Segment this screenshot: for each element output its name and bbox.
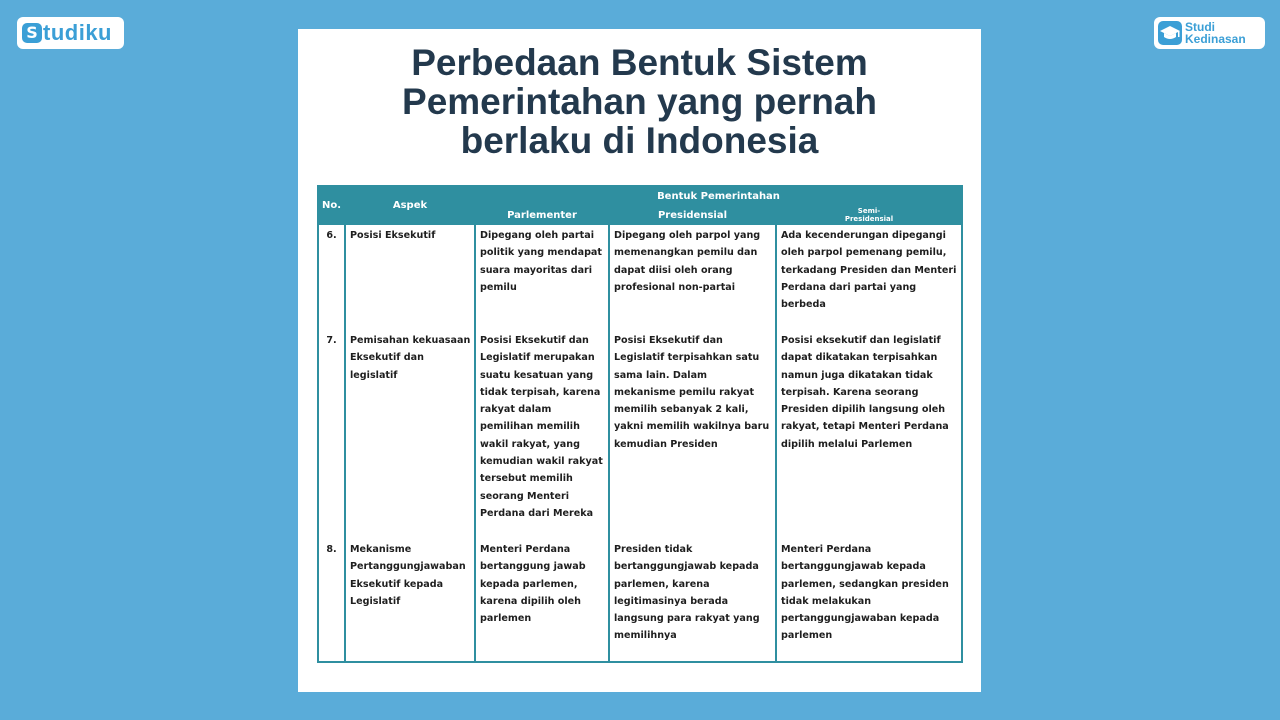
row-aspek: Pemisahan kekuasaan Eksekutif dan legislatif <box>345 330 475 539</box>
studi-kedinasan-line1: Studi <box>1185 20 1215 34</box>
header-semi-line1: Semi- <box>857 207 881 215</box>
row-number: 7. <box>318 330 345 539</box>
header-semi-presidensial <box>776 206 962 224</box>
row-aspek: Mekanisme Pertanggungjawaban Eksekutif kepada Legislatif <box>345 539 475 662</box>
header-parlementer: Parlementer <box>475 206 609 224</box>
graduation-cap-icon <box>1158 21 1182 45</box>
row-parlementer: Posisi Eksekutif dan Legislatif merupakan suatu kesatuan yang tidak terpisah, karena rakyat dalam pemilihan memilih wakil rakyat, yang kemudian wakil rakyat tersebut memilih seorang Menteri Perdana dari Mereka <box>475 330 609 539</box>
row-semi-presidensial: Posisi eksekutif dan legislatif dapat dikatakan terpisahkan namun juga dikatakan tidak terpisah. Karena seorang Presiden dipilih langsung oleh rakyat, tetapi Menteri Perdana dipilih melalui Parlemen <box>776 330 962 539</box>
table-row <box>318 330 962 539</box>
table-row <box>318 224 962 330</box>
header-aspek: Aspek <box>345 186 475 224</box>
header-bentuk-pemerintahan: Bentuk Pemerintahan <box>475 186 962 206</box>
page-title <box>298 43 981 160</box>
studi-kedinasan-logo <box>1154 17 1265 49</box>
studiku-logo-text: tudiku <box>43 20 112 45</box>
row-parlementer: Dipegang oleh partai politik yang mendapat suara mayoritas dari pemilu <box>475 224 609 330</box>
header-no: No. <box>318 186 345 224</box>
studi-kedinasan-line2: Kedinasan <box>1185 32 1246 46</box>
row-semi-presidensial: Ada kecenderungan dipegangi oleh parpol pemenang pemilu, terkadang Presiden dan Menteri Perdana dari partai yang berbeda <box>776 224 962 330</box>
row-presidensial: Dipegang oleh parpol yang memenangkan pemilu dan dapat diisi oleh orang profesional non-partai <box>609 224 776 330</box>
row-semi-presidensial: Menteri Perdana bertanggungjawab kepada parlemen, sedangkan presiden tidak melakukan pertanggungjawaban kepada parlemen <box>776 539 962 662</box>
title-line-2: Pemerintahan yang pernah <box>402 81 877 122</box>
row-parlementer: Menteri Perdana bertanggung jawab kepada parlemen, karena dipilih oleh parlemen <box>475 539 609 662</box>
row-presidensial: Presiden tidak bertanggungjawab kepada parlemen, karena legitimasinya berada langsung para rakyat yang memilihnya <box>609 539 776 662</box>
row-presidensial: Posisi Eksekutif dan Legislatif terpisahkan satu sama lain. Dalam mekanisme pemilu rakyat memilih sebanyak 2 kali, yakni memilih wakilnya baru kemudian Presiden <box>609 330 776 539</box>
row-aspek: Posisi Eksekutif <box>345 224 475 330</box>
title-line-1: Perbedaan Bentuk Sistem <box>411 42 868 83</box>
studiku-logo-mark: S <box>22 23 42 43</box>
content-card <box>298 29 981 692</box>
comparison-table <box>317 185 963 663</box>
row-number: 6. <box>318 224 345 330</box>
studiku-logo <box>17 17 124 49</box>
table-row <box>318 539 962 662</box>
header-presidensial: Presidensial <box>609 206 776 224</box>
header-semi-line2: Presidensial <box>844 215 894 223</box>
title-line-3: berlaku di Indonesia <box>460 120 819 161</box>
row-number: 8. <box>318 539 345 662</box>
